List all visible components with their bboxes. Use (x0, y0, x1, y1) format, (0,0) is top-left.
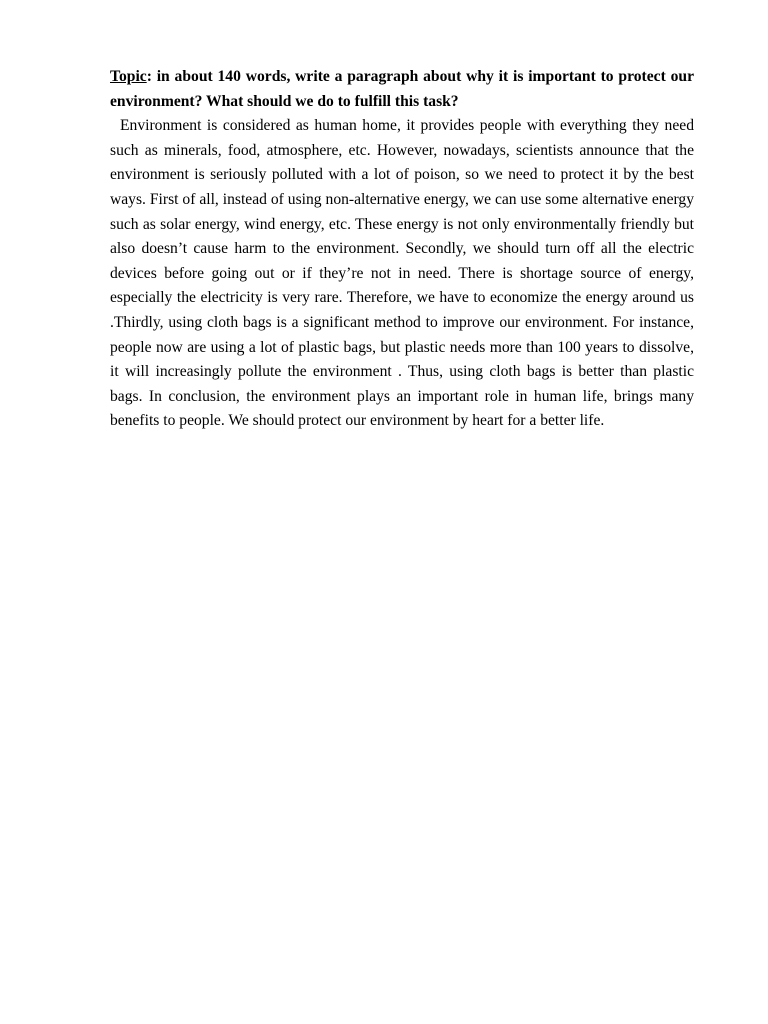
topic-prompt: : in about 140 words, write a paragraph about why it is important to protect our environment? What should we do to fulfill this task? (110, 68, 694, 110)
topic-label: Topic (110, 68, 147, 85)
topic-heading (110, 65, 694, 114)
essay-paragraph: Environment is considered as human home, it provides people with everything they need such as minerals, food, atmosphere, etc. However, nowadays, scientists announce that the environment is seriously polluted with a lot of poison, so we need to protect it by the best ways. First of all, instead of using non-alternative energy, we can use some alternative energy such as solar energy, wind energy, etc. These energy is not only environmentally friendly but also doesn’t cause harm to the environment. Secondly, we should turn off all the electric devices before going out or if they’re not in need. There is shortage source of energy, especially the electricity is very rare. Therefore, we have to economize the energy around us .Thirdly, using cloth bags is a significant method to improve our environment. For instance, people now are using a lot of plastic bags, but plastic needs more than 100 years to dissolve, it will increasingly pollute the environment . Thus, using cloth bags is better than plastic bags. In conclusion, the environment plays an important role in human life, brings many benefits to people. We should protect our environment by heart for a better life. (110, 117, 694, 430)
document-page (110, 65, 694, 434)
